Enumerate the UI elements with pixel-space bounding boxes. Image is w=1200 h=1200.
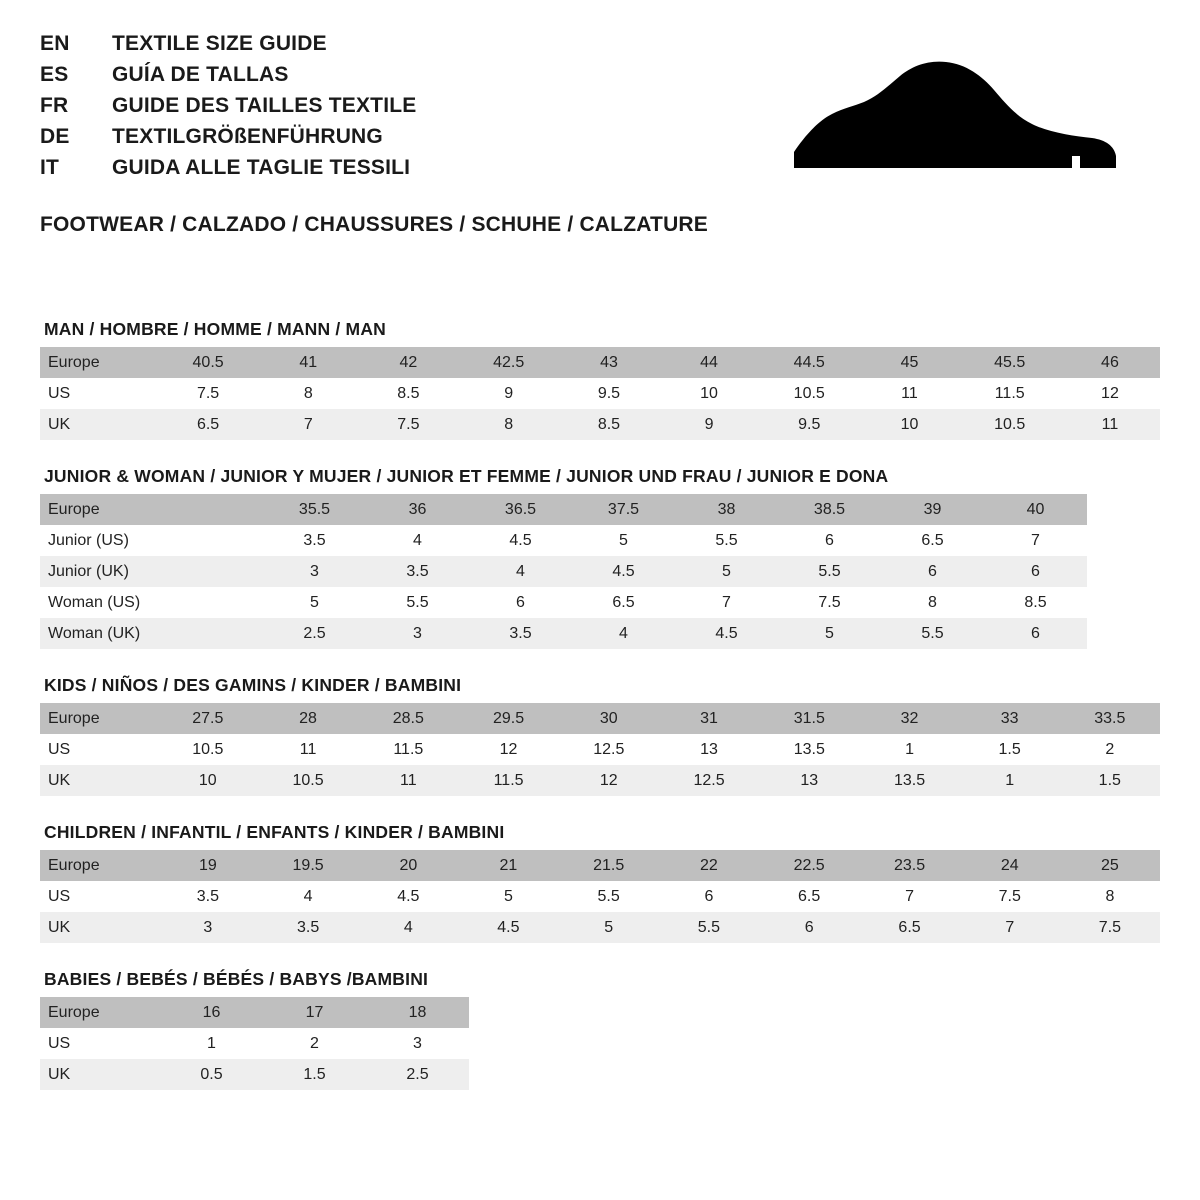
table-row bbox=[40, 347, 1160, 378]
cell: 8 bbox=[1060, 881, 1160, 912]
row-label: US bbox=[40, 734, 158, 765]
cell: 29.5 bbox=[458, 703, 558, 734]
cell: 13 bbox=[759, 765, 859, 796]
cell: 8 bbox=[458, 409, 558, 440]
language-row bbox=[40, 156, 416, 187]
cell: 24 bbox=[960, 850, 1060, 881]
language-code: EN bbox=[40, 32, 70, 55]
table-row bbox=[40, 378, 1160, 409]
cell: 25 bbox=[1060, 850, 1160, 881]
cell: 3.5 bbox=[263, 525, 366, 556]
cell: 12.5 bbox=[659, 765, 759, 796]
cell: 4.5 bbox=[458, 912, 558, 943]
cell: 33 bbox=[960, 703, 1060, 734]
cell: 10.5 bbox=[959, 409, 1059, 440]
table-row bbox=[40, 556, 1087, 587]
cell: 35.5 bbox=[263, 494, 366, 525]
cell: 8 bbox=[881, 587, 984, 618]
language-code: DE bbox=[40, 125, 70, 148]
cell: 5.5 bbox=[659, 912, 759, 943]
cell: 5 bbox=[458, 881, 558, 912]
table-row bbox=[40, 1059, 469, 1090]
cell: 2 bbox=[1060, 734, 1160, 765]
cell bbox=[160, 556, 263, 587]
section-title: JUNIOR & WOMAN / JUNIOR Y MUJER / JUNIOR ET FEMME / JUNIOR UND FRAU / JUNIOR E DONA bbox=[44, 466, 889, 486]
cell: 7 bbox=[984, 525, 1087, 556]
cell: 43 bbox=[559, 347, 659, 378]
cell: 32 bbox=[859, 703, 959, 734]
language-code: IT bbox=[40, 156, 60, 179]
language-row bbox=[40, 94, 416, 125]
cell: 38.5 bbox=[778, 494, 881, 525]
cell: 2.5 bbox=[366, 1059, 469, 1090]
cell: 4 bbox=[258, 881, 358, 912]
cell: 3 bbox=[158, 912, 258, 943]
cell: 8.5 bbox=[984, 587, 1087, 618]
language-row bbox=[40, 63, 416, 94]
cell: 31.5 bbox=[759, 703, 859, 734]
row-label: US bbox=[40, 1028, 160, 1059]
cell: 0.5 bbox=[160, 1059, 263, 1090]
cell: 44.5 bbox=[759, 347, 859, 378]
language-row bbox=[40, 32, 416, 63]
cell: 10 bbox=[659, 378, 759, 409]
cell: 8.5 bbox=[358, 378, 458, 409]
cell: 7 bbox=[859, 881, 959, 912]
language-code: ES bbox=[40, 63, 69, 86]
cell: 46 bbox=[1060, 347, 1160, 378]
cell: 11 bbox=[358, 765, 458, 796]
table-row bbox=[40, 618, 1087, 649]
cell: 4 bbox=[366, 525, 469, 556]
cell: 19 bbox=[158, 850, 258, 881]
row-label: UK bbox=[40, 1059, 160, 1090]
cell: 4.5 bbox=[675, 618, 778, 649]
cell: 42.5 bbox=[458, 347, 558, 378]
cell: 8.5 bbox=[559, 409, 659, 440]
row-label: Junior (UK) bbox=[40, 556, 160, 587]
cell: 23.5 bbox=[859, 850, 959, 881]
cell: 1.5 bbox=[263, 1059, 366, 1090]
cell: 5.5 bbox=[675, 525, 778, 556]
cell: 7 bbox=[960, 912, 1060, 943]
cell: 18 bbox=[366, 997, 469, 1028]
cell: 11 bbox=[859, 378, 959, 409]
cell: 45.5 bbox=[959, 347, 1059, 378]
cell: 4 bbox=[469, 556, 572, 587]
cell: 17 bbox=[263, 997, 366, 1028]
cell: 12 bbox=[458, 734, 558, 765]
cell: 6.5 bbox=[158, 409, 258, 440]
row-label: Europe bbox=[40, 347, 158, 378]
cell: 6 bbox=[759, 912, 859, 943]
cell: 8 bbox=[258, 378, 358, 409]
cell: 5.5 bbox=[778, 556, 881, 587]
cell: 6 bbox=[469, 587, 572, 618]
cell: 22.5 bbox=[759, 850, 859, 881]
language-title: GUÍA DE TALLAS bbox=[112, 63, 289, 86]
category-heading: FOOTWEAR / CALZADO / CHAUSSURES / SCHUHE / CALZATURE bbox=[40, 213, 709, 236]
cell: 7.5 bbox=[158, 378, 258, 409]
cell: 12 bbox=[559, 765, 659, 796]
cell: 2 bbox=[263, 1028, 366, 1059]
cell: 6.5 bbox=[881, 525, 984, 556]
cell: 45 bbox=[859, 347, 959, 378]
cell: 13.5 bbox=[859, 765, 959, 796]
cell: 10.5 bbox=[759, 378, 859, 409]
size-table bbox=[40, 347, 1160, 440]
table-row bbox=[40, 912, 1160, 943]
cell: 3.5 bbox=[258, 912, 358, 943]
language-code: FR bbox=[40, 94, 69, 117]
cell: 28 bbox=[258, 703, 358, 734]
cell: 9.5 bbox=[759, 409, 859, 440]
cell: 11.5 bbox=[959, 378, 1059, 409]
table-row bbox=[40, 881, 1160, 912]
table-row bbox=[40, 997, 469, 1028]
table-row bbox=[40, 703, 1160, 734]
cell: 22 bbox=[659, 850, 759, 881]
cell: 40.5 bbox=[158, 347, 258, 378]
cell: 21.5 bbox=[558, 850, 658, 881]
row-label: UK bbox=[40, 765, 158, 796]
section-title: CHILDREN / INFANTIL / ENFANTS / KINDER / BAMBINI bbox=[44, 822, 505, 842]
cell: 1 bbox=[960, 765, 1060, 796]
cell: 5.5 bbox=[881, 618, 984, 649]
cell: 6.5 bbox=[572, 587, 675, 618]
cell: 1.5 bbox=[960, 734, 1060, 765]
cell: 11 bbox=[258, 734, 358, 765]
table-row bbox=[40, 587, 1087, 618]
cell: 12.5 bbox=[559, 734, 659, 765]
cell: 5 bbox=[558, 912, 658, 943]
cell: 40 bbox=[984, 494, 1087, 525]
section-title: BABIES / BEBÉS / BÉBÉS / BABYS /BAMBINI bbox=[44, 969, 429, 989]
cell: 5.5 bbox=[558, 881, 658, 912]
cell: 6 bbox=[881, 556, 984, 587]
cell: 39 bbox=[881, 494, 984, 525]
cell: 36.5 bbox=[469, 494, 572, 525]
section-title: MAN / HOMBRE / HOMME / MANN / MAN bbox=[44, 319, 386, 339]
cell: 13.5 bbox=[759, 734, 859, 765]
cell: 11 bbox=[1060, 409, 1160, 440]
cell: 36 bbox=[366, 494, 469, 525]
cell: 5 bbox=[778, 618, 881, 649]
table-row bbox=[40, 850, 1160, 881]
row-label: US bbox=[40, 378, 158, 409]
size-table bbox=[40, 997, 469, 1090]
cell: 5 bbox=[572, 525, 675, 556]
cell: 4.5 bbox=[358, 881, 458, 912]
cell: 3.5 bbox=[366, 556, 469, 587]
cell: 6.5 bbox=[859, 912, 959, 943]
cell: 37.5 bbox=[572, 494, 675, 525]
cell: 41 bbox=[258, 347, 358, 378]
cell: 10.5 bbox=[158, 734, 258, 765]
cell bbox=[160, 587, 263, 618]
cell: 27.5 bbox=[158, 703, 258, 734]
cell: 13 bbox=[659, 734, 759, 765]
cell: 28.5 bbox=[358, 703, 458, 734]
cell: 11.5 bbox=[458, 765, 558, 796]
cell: 6 bbox=[778, 525, 881, 556]
dress-shoe-icon bbox=[780, 60, 1120, 185]
row-label: UK bbox=[40, 912, 158, 943]
cell: 6 bbox=[984, 618, 1087, 649]
row-label: Woman (US) bbox=[40, 587, 160, 618]
row-label: Europe bbox=[40, 703, 158, 734]
size-table bbox=[40, 703, 1160, 796]
cell: 3.5 bbox=[469, 618, 572, 649]
cell: 4.5 bbox=[469, 525, 572, 556]
cell: 9.5 bbox=[559, 378, 659, 409]
section-babies bbox=[40, 969, 1160, 1090]
table-row bbox=[40, 525, 1087, 556]
row-label: US bbox=[40, 881, 158, 912]
cell: 33.5 bbox=[1060, 703, 1160, 734]
cell: 4 bbox=[572, 618, 675, 649]
table-row bbox=[40, 494, 1087, 525]
cell: 16 bbox=[160, 997, 263, 1028]
cell: 3 bbox=[263, 556, 366, 587]
language-title: TEXTILE SIZE GUIDE bbox=[112, 32, 327, 55]
cell: 4 bbox=[358, 912, 458, 943]
language-title: TEXTILGRÖßENFÜHRUNG bbox=[112, 125, 383, 148]
cell: 1 bbox=[859, 734, 959, 765]
cell: 10.5 bbox=[258, 765, 358, 796]
cell: 10 bbox=[859, 409, 959, 440]
cell: 1.5 bbox=[1060, 765, 1160, 796]
cell: 7 bbox=[258, 409, 358, 440]
cell: 42 bbox=[358, 347, 458, 378]
section-children bbox=[40, 822, 1160, 943]
cell: 30 bbox=[559, 703, 659, 734]
table-row bbox=[40, 734, 1160, 765]
cell: 1 bbox=[160, 1028, 263, 1059]
table-row bbox=[40, 1028, 469, 1059]
language-title: GUIDA ALLE TAGLIE TESSILI bbox=[112, 156, 411, 179]
size-tables bbox=[40, 319, 1160, 1090]
cell: 3 bbox=[366, 618, 469, 649]
cell: 9 bbox=[458, 378, 558, 409]
cell: 5.5 bbox=[366, 587, 469, 618]
size-table bbox=[40, 850, 1160, 943]
cell: 6 bbox=[984, 556, 1087, 587]
cell: 19.5 bbox=[258, 850, 358, 881]
cell: 2.5 bbox=[263, 618, 366, 649]
section-man bbox=[40, 319, 1160, 440]
cell: 5 bbox=[263, 587, 366, 618]
cell: 11.5 bbox=[358, 734, 458, 765]
cell: 44 bbox=[659, 347, 759, 378]
language-titles bbox=[40, 32, 416, 187]
row-label: Europe bbox=[40, 850, 158, 881]
row-label: Europe bbox=[40, 997, 160, 1028]
cell: 7.5 bbox=[960, 881, 1060, 912]
page-header bbox=[40, 32, 1160, 187]
cell: 31 bbox=[659, 703, 759, 734]
cell: 3 bbox=[366, 1028, 469, 1059]
cell: 7.5 bbox=[1060, 912, 1160, 943]
language-title: GUIDE DES TAILLES TEXTILE bbox=[112, 94, 417, 117]
table-row bbox=[40, 409, 1160, 440]
row-label: Europe bbox=[40, 494, 160, 525]
cell: 12 bbox=[1060, 378, 1160, 409]
cell: 7.5 bbox=[778, 587, 881, 618]
table-row bbox=[40, 765, 1160, 796]
cell: 7.5 bbox=[358, 409, 458, 440]
cell bbox=[160, 618, 263, 649]
row-label: Woman (UK) bbox=[40, 618, 160, 649]
cell bbox=[160, 494, 263, 525]
row-label: UK bbox=[40, 409, 158, 440]
section-title: KIDS / NIÑOS / DES GAMINS / KINDER / BAMBINI bbox=[44, 675, 462, 695]
row-label: Junior (US) bbox=[40, 525, 160, 556]
cell: 9 bbox=[659, 409, 759, 440]
cell: 3.5 bbox=[158, 881, 258, 912]
section-kids bbox=[40, 675, 1160, 796]
size-table bbox=[40, 494, 1087, 649]
cell: 20 bbox=[358, 850, 458, 881]
cell: 21 bbox=[458, 850, 558, 881]
cell: 7 bbox=[675, 587, 778, 618]
cell: 38 bbox=[675, 494, 778, 525]
section-junior-woman bbox=[40, 466, 1160, 649]
cell: 6.5 bbox=[759, 881, 859, 912]
cell: 10 bbox=[158, 765, 258, 796]
cell bbox=[160, 525, 263, 556]
cell: 5 bbox=[675, 556, 778, 587]
language-row bbox=[40, 125, 416, 156]
cell: 6 bbox=[659, 881, 759, 912]
cell: 4.5 bbox=[572, 556, 675, 587]
